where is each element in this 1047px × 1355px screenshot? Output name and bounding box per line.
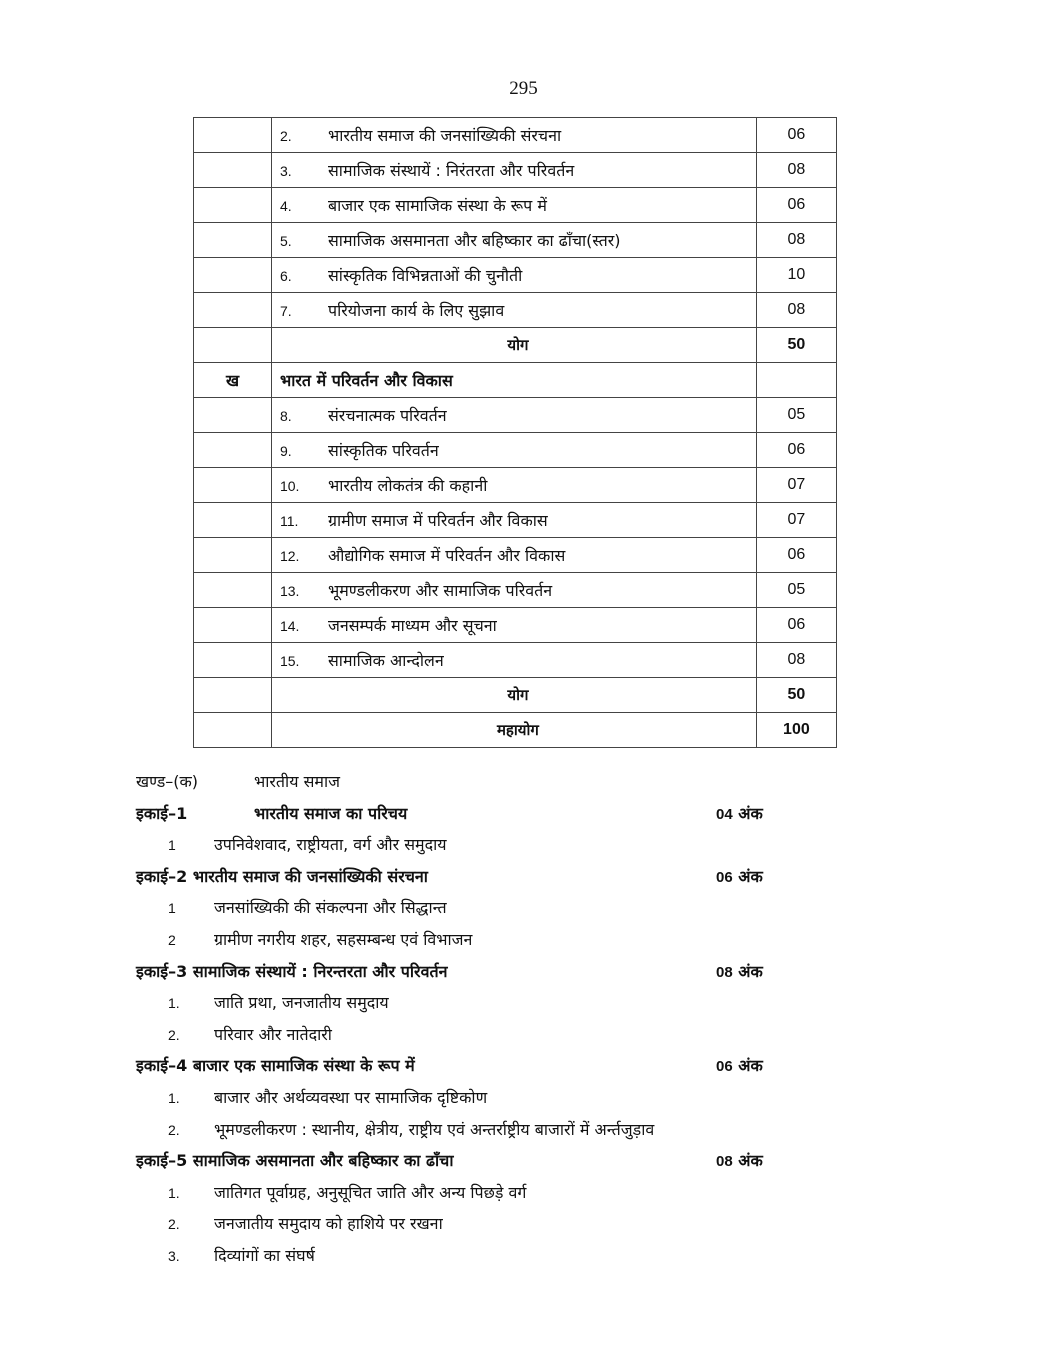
grand-total-marks-cell: 100	[756, 713, 836, 748]
list-item	[136, 987, 836, 1019]
total-label: योग	[507, 336, 529, 354]
section-cell	[194, 608, 272, 643]
topic-cell	[271, 153, 756, 188]
total-label-cell	[271, 678, 756, 713]
page-number: 295	[509, 78, 538, 99]
unit-label: इकाई–4	[136, 1056, 188, 1076]
section-cell	[194, 433, 272, 468]
topic-number: 9.	[279, 443, 292, 459]
unit-heading	[136, 956, 836, 988]
marks-cell: 08	[756, 643, 836, 678]
section-cell	[194, 468, 272, 503]
marks-cell: 06	[756, 538, 836, 573]
topic-title: परियोजना कार्य के लिए सुझाव	[327, 301, 505, 320]
unit-heading	[136, 798, 836, 830]
table-row	[194, 503, 837, 538]
section-title: भारत में परिवर्तन और विकास	[279, 371, 453, 390]
unit-marks: 04 अंक	[716, 803, 763, 823]
topic-title: सामाजिक आन्दोलन	[327, 651, 444, 670]
table-row	[194, 188, 837, 223]
total-marks-cell: 50	[756, 328, 836, 363]
section-cell	[194, 678, 272, 713]
topic-cell	[271, 608, 756, 643]
table-row-total	[194, 328, 837, 363]
item-number: 1.	[168, 1089, 180, 1106]
marks-cell: 05	[756, 573, 836, 608]
topic-number: 5.	[279, 233, 292, 249]
total-marks-cell: 50	[756, 678, 836, 713]
item-text: ग्रामीण नगरीय शहर, सहसम्बन्ध एवं विभाजन	[214, 929, 473, 949]
topic-title: जनसम्पर्क माध्यम और सूचना	[327, 616, 497, 635]
topic-title: संरचनात्मक परिवर्तन	[327, 406, 447, 425]
topic-title: सामाजिक असमानता और बहिष्कार का ढाँचा(स्तर)	[327, 231, 621, 250]
grand-total-label-cell	[271, 713, 756, 748]
marks-cell: 06	[756, 608, 836, 643]
topic-title: सामाजिक संस्थायें : निरंतरता और परिवर्तन	[327, 161, 575, 180]
item-text: उपनिवेशवाद, राष्ट्रीयता, वर्ग और समुदाय	[214, 835, 447, 855]
topic-number: 3.	[279, 163, 292, 179]
section-cell	[194, 538, 272, 573]
item-text: परिवार और नातेदारी	[214, 1024, 332, 1044]
topic-cell	[271, 468, 756, 503]
topic-title: औद्योगिक समाज में परिवर्तन और विकास	[327, 546, 566, 565]
item-text: जाति प्रथा, जनजातीय समुदाय	[214, 993, 389, 1013]
topic-cell	[271, 573, 756, 608]
unit-title: सामाजिक संस्थायें : निरन्तरता और परिवर्तन	[192, 961, 448, 981]
unit-title: भारतीय समाज की जनसांख्यिकी संरचना	[192, 866, 428, 886]
section-cell	[194, 713, 272, 748]
section-cell	[194, 643, 272, 678]
section-cell	[194, 153, 272, 188]
topic-number: 8.	[279, 408, 292, 424]
unit-label: इकाई–1	[136, 803, 188, 823]
topic-cell	[271, 188, 756, 223]
khand-heading	[136, 766, 836, 798]
section-cell	[194, 328, 272, 363]
list-item	[136, 1208, 836, 1240]
topic-number: 4.	[279, 198, 292, 214]
topic-cell	[271, 398, 756, 433]
marks-cell: 06	[756, 118, 836, 153]
syllabus-section	[136, 766, 836, 1272]
marks-cell: 08	[756, 293, 836, 328]
table-row	[194, 643, 837, 678]
table-row	[194, 398, 837, 433]
topic-number: 10.	[279, 478, 300, 494]
list-item	[136, 1114, 836, 1146]
marks-cell: 07	[756, 503, 836, 538]
table-row	[194, 573, 837, 608]
marks-distribution-table	[193, 117, 837, 748]
section-cell	[194, 118, 272, 153]
item-number: 3.	[168, 1247, 180, 1264]
marks-cell: 08	[756, 153, 836, 188]
topic-title: भारतीय लोकतंत्र की कहानी	[327, 476, 488, 495]
table-row	[194, 433, 837, 468]
list-item	[136, 892, 836, 924]
item-text: जनजातीय समुदाय को हाशिये पर रखना	[214, 1214, 443, 1234]
table-row	[194, 118, 837, 153]
item-text: बाजार और अर्थव्यवस्था पर सामाजिक दृष्टिकोण	[214, 1087, 488, 1107]
item-number: 1.	[168, 1184, 180, 1201]
marks-cell: 06	[756, 188, 836, 223]
section-cell	[194, 398, 272, 433]
unit-label: इकाई–5	[136, 1151, 188, 1171]
grand-total-label: महायोग	[496, 721, 539, 739]
marks-cell: 07	[756, 468, 836, 503]
topic-number: 12.	[279, 548, 300, 564]
unit-marks: 06 अंक	[716, 866, 763, 886]
table-row	[194, 258, 837, 293]
unit-heading	[136, 1050, 836, 1082]
list-item	[136, 1019, 836, 1051]
section-cell	[194, 293, 272, 328]
unit-marks: 06 अंक	[716, 1056, 763, 1076]
item-number: 2	[168, 931, 176, 948]
table-row-total	[194, 678, 837, 713]
unit-title: सामाजिक असमानता और बहिष्कार का ढाँचा	[192, 1151, 454, 1171]
topic-number: 7.	[279, 303, 292, 319]
marks-cell: 08	[756, 223, 836, 258]
item-number: 1.	[168, 995, 180, 1012]
table-row	[194, 538, 837, 573]
topic-title: सांस्कृतिक विभिन्नताओं की चुनौती	[327, 266, 523, 285]
section-cell	[194, 503, 272, 538]
item-text: भूमण्डलीकरण : स्थानीय, क्षेत्रीय, राष्ट्रीय एवं अन्तर्राष्ट्रीय बाजारों में अर्न्तजुड़ाव	[214, 1119, 655, 1139]
table-row	[194, 153, 837, 188]
topic-cell	[271, 503, 756, 538]
total-label: योग	[507, 686, 529, 704]
section-cell	[194, 188, 272, 223]
item-number: 2.	[168, 1216, 180, 1233]
unit-title: बाजार एक सामाजिक संस्था के रूप में	[192, 1056, 415, 1076]
item-number: 1	[168, 837, 176, 854]
unit-marks: 08 अंक	[716, 1151, 763, 1171]
table-row	[194, 608, 837, 643]
marks-cell: 10	[756, 258, 836, 293]
section-cell	[194, 258, 272, 293]
section-title-cell	[271, 363, 756, 398]
topic-title: भारतीय समाज की जनसांख्यिकी संरचना	[327, 126, 562, 145]
table-row	[194, 223, 837, 258]
marks-cell: 05	[756, 398, 836, 433]
unit-marks: 08 अंक	[716, 961, 763, 981]
table-row-section	[194, 363, 837, 398]
topic-cell	[271, 643, 756, 678]
item-number: 2.	[168, 1026, 180, 1043]
marks-cell	[756, 363, 836, 398]
unit-heading	[136, 1145, 836, 1177]
topic-title: ग्रामीण समाज में परिवर्तन और विकास	[327, 511, 548, 530]
topic-number: 14.	[279, 618, 300, 634]
topic-number: 6.	[279, 268, 292, 284]
section-cell	[194, 573, 272, 608]
unit-title: भारतीय समाज का परिचय	[254, 803, 408, 823]
item-text: जनसांख्यिकी की संकल्पना और सिद्धान्त	[214, 898, 447, 918]
khand-title: भारतीय समाज	[254, 772, 340, 791]
khand-label: खण्ड–(क)	[136, 772, 199, 791]
topic-cell	[271, 118, 756, 153]
topic-cell	[271, 538, 756, 573]
topic-cell	[271, 293, 756, 328]
topic-cell	[271, 223, 756, 258]
topic-title: सांस्कृतिक परिवर्तन	[327, 441, 439, 460]
unit-label: इकाई–3	[136, 961, 188, 981]
marks-cell: 06	[756, 433, 836, 468]
item-number: 2.	[168, 1121, 180, 1138]
section-letter: ख	[194, 363, 272, 398]
topic-number: 15.	[279, 653, 300, 669]
topic-number: 2.	[279, 128, 292, 144]
list-item	[136, 924, 836, 956]
list-item	[136, 1082, 836, 1114]
topic-title: भूमण्डलीकरण और सामाजिक परिवर्तन	[327, 581, 553, 600]
topic-number: 13.	[279, 583, 300, 599]
list-item	[136, 829, 836, 861]
topic-title: बाजार एक सामाजिक संस्था के रूप में	[327, 196, 547, 215]
item-text: जातिगत पूर्वाग्रह, अनुसूचित जाति और अन्य पिछड़े वर्ग	[214, 1182, 527, 1202]
section-cell	[194, 223, 272, 258]
total-label-cell	[271, 328, 756, 363]
list-item	[136, 1240, 836, 1272]
item-number: 1	[168, 900, 176, 917]
topic-number: 11.	[279, 513, 299, 529]
topic-cell	[271, 258, 756, 293]
table-row	[194, 293, 837, 328]
table-row	[194, 468, 837, 503]
item-text: दिव्यांगों का संघर्ष	[214, 1245, 315, 1265]
topic-cell	[271, 433, 756, 468]
table-row-grand-total	[194, 713, 837, 748]
unit-heading	[136, 861, 836, 893]
unit-label: इकाई–2	[136, 866, 188, 886]
list-item	[136, 1177, 836, 1209]
